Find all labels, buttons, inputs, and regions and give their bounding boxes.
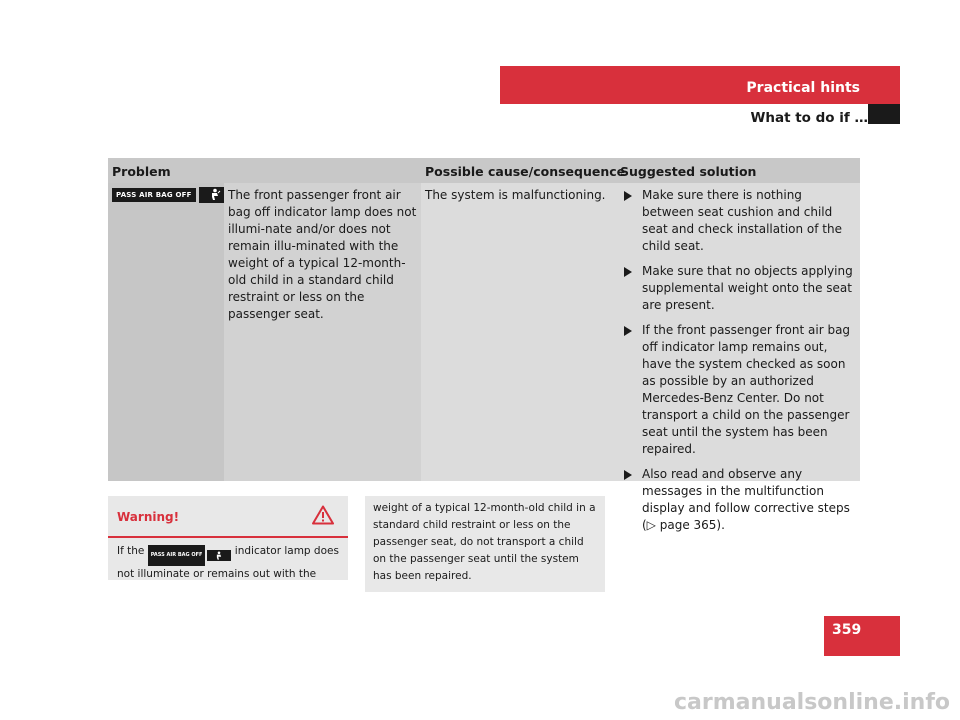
pass-air-bag-off-indicator (148, 545, 232, 566)
header-solution: Suggested solution (620, 164, 757, 179)
solution-text: Make sure there is nothing between seat cushion and child seat and check installation of the child seat. (642, 188, 842, 253)
warning-title: Warning! (117, 510, 180, 524)
warning-triangle-icon (312, 505, 334, 529)
warning-header (108, 496, 348, 538)
list-item (620, 263, 856, 314)
solution-cell (616, 183, 860, 532)
subsection-title: What to do if … (750, 110, 868, 126)
list-item (620, 322, 856, 458)
pass-air-bag-off-indicator (112, 187, 231, 203)
warning-continued-text: weight of a typical 12-month-old child in a standard child restraint or less on the passenger seat, do not transport a child on the passenger seat until the system has been repaired. (373, 502, 596, 582)
warning-text-end: indicator lamp does not illuminate or remains out with the (117, 545, 339, 580)
bullet-arrow-icon (624, 470, 632, 480)
solution-text: Also read and observe any messages in the multifunction display and follow corrective steps (▷ page 365). (642, 467, 850, 532)
header-cause: Possible cause/consequence (425, 164, 626, 179)
bullet-arrow-icon (624, 267, 632, 277)
solution-text: If the front passenger front air bag off indicator lamp remains out, have the system checked as soon as possible by an authorized Mercedes-Benz Center. Do not transport a child on the passenger seat until the system has been repaired. (642, 323, 851, 456)
table-header-row (108, 158, 860, 183)
warning-text (108, 538, 348, 588)
warning-box (108, 496, 348, 580)
warning-text-start: If the (117, 545, 145, 557)
cause-cell (421, 183, 616, 481)
cause-text: The system is malfunctioning. (425, 188, 606, 202)
page-number-box (824, 616, 900, 656)
warning-continuation-box (365, 496, 605, 592)
list-item (620, 466, 856, 534)
seat-occupant-icon (207, 550, 231, 561)
header-problem: Problem (112, 164, 171, 179)
indicator-label: PASS AIR BAG OFF (148, 545, 206, 566)
solution-text: Make sure that no objects applying supplemental weight onto the seat are present. (642, 264, 853, 312)
problem-cell (224, 183, 421, 481)
section-title: Practical hints (746, 80, 860, 96)
indicator-cell (108, 183, 224, 481)
watermark: carmanualsonline.info (674, 690, 950, 715)
bullet-arrow-icon (624, 326, 632, 336)
bullet-arrow-icon (624, 191, 632, 201)
solution-list (616, 183, 860, 534)
list-item (620, 187, 856, 255)
page-number: 359 (832, 622, 862, 638)
indicator-label: PASS AIR BAG OFF (112, 188, 196, 202)
header-marker (868, 104, 900, 124)
problem-text: The front passenger front air bag off indicator lamp does not illumi-nate and/or does not remain illu-minated with the weight of a typical 12-month-old child in a standard child restraint or less on the passenger seat. (228, 188, 417, 321)
